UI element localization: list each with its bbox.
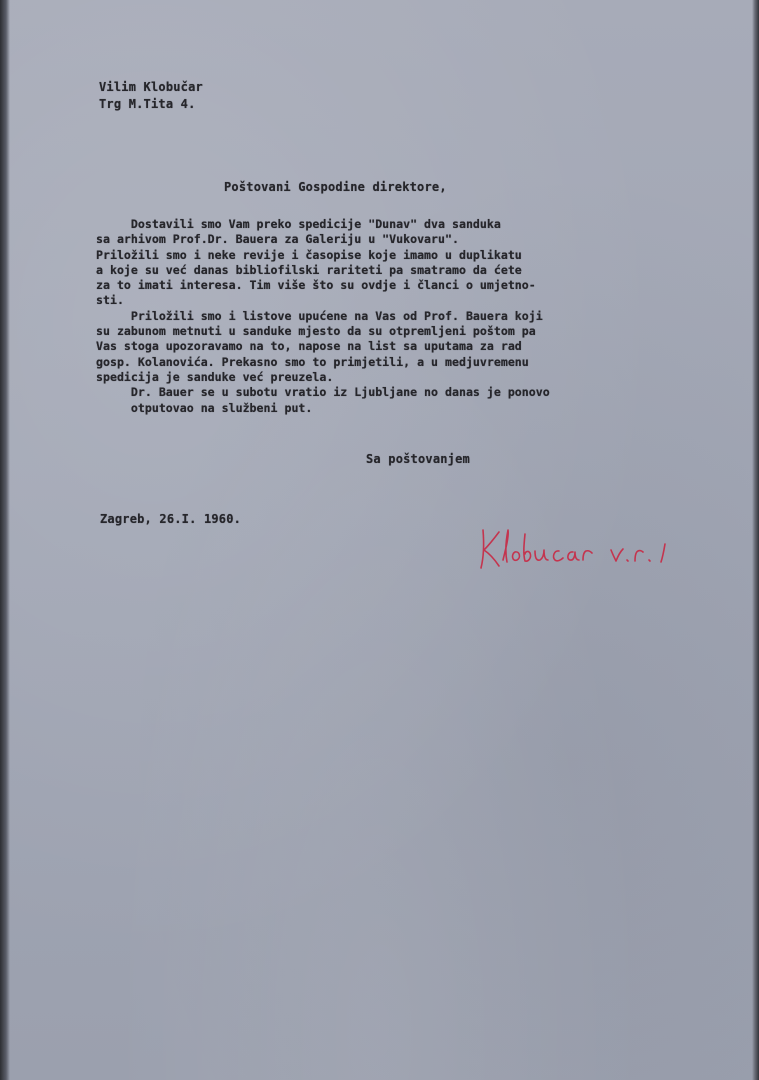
body-line: sti. — [96, 293, 124, 308]
body-line: Vas stoga upozoravamo na to, napose na list sa uputama za rad — [96, 339, 522, 354]
body-line: spedicija je sanduke već preuzela. — [96, 369, 334, 384]
paper-edge-right — [752, 0, 759, 1080]
body-line: a koje su već danas bibliofilski rariteti pa smatramo da ćete — [96, 262, 522, 277]
body-line: za to imati interesa. Tim više što su ovdje i članci o umjetno- — [96, 278, 536, 293]
paper-edge-left — [0, 0, 10, 1080]
sender-name: Vilim Klobučar — [99, 80, 203, 94]
handwritten-signature — [475, 520, 675, 580]
body-line: Priložili smo i listove upućene na Vas od Prof. Bauera koji — [96, 308, 543, 323]
salutation: Poštovani Gospodine direktore, — [224, 180, 447, 194]
body-line: gosp. Kolanovića. Prekasno smo to primjetili, a u medjuvremenu — [96, 354, 529, 369]
body-line: sa arhivom Prof.Dr. Bauera za Galeriju u "Vukovaru". — [96, 232, 459, 247]
body-line: Priložili smo i neke revije i časopise koje imamo u duplikatu — [96, 247, 522, 262]
body-line: Dostavili smo Vam preko spedicije "Dunav" dva sanduka — [96, 217, 501, 231]
body-line: Dr. Bauer se u subotu vratio iz Ljubljane no danas je ponovo — [96, 385, 550, 400]
body-line: otputovao na službeni put. — [96, 400, 313, 415]
closing: Sa poštovanjem — [366, 452, 470, 466]
letter-date: Zagreb, 26.I. 1960. — [100, 512, 242, 526]
letter-body — [96, 217, 726, 416]
body-line: su zabunom metnuti u sanduke mjesto da su otpremljeni poštom pa — [96, 324, 536, 339]
sender-address: Trg M.Tita 4. — [99, 97, 196, 111]
